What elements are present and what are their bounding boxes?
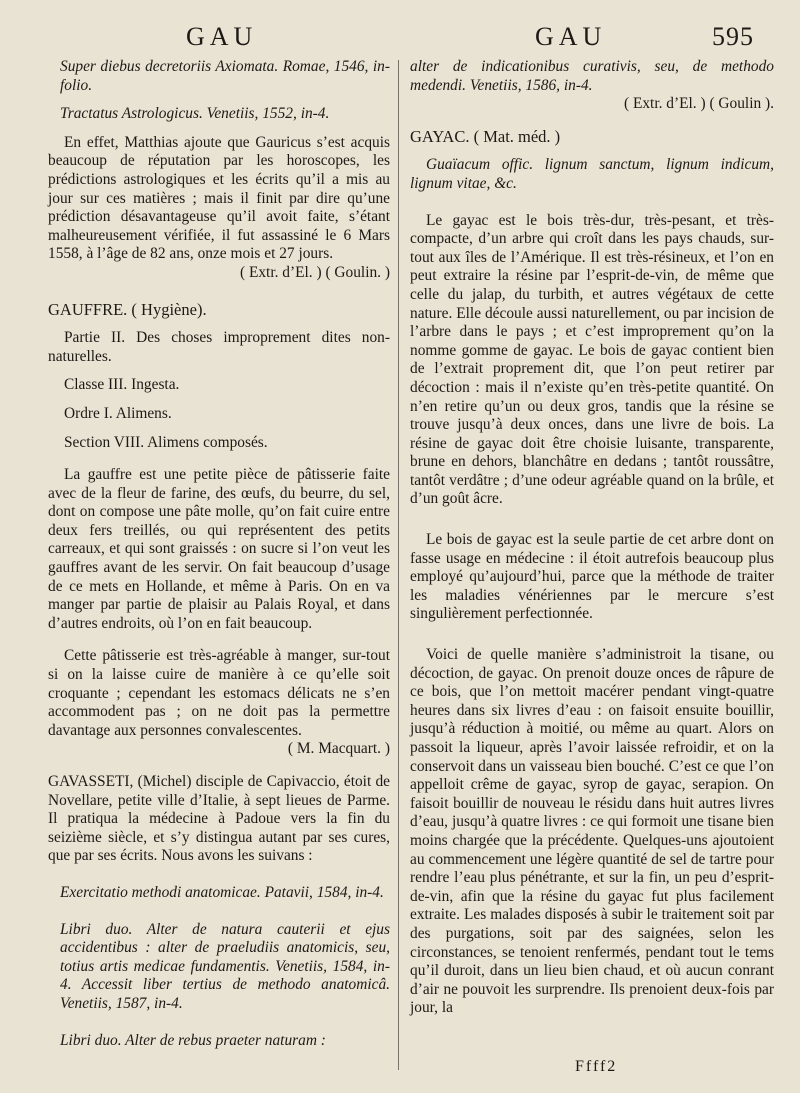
paragraph-gayac-1: Le gayac est le bois très-dur, très-pesant, et très-compacte, d’un arbre qui croît dans les pays chauds, sur-tout aux îles de l’Amérique. Il est très-résineux, et l’on en peut extraire la résine par l’esprit-de-vin, de même que celle du jalap, du turbith, et autres végétaux de cette nature. Elle découle aussi naturellement, ou par incision de l’arbre dans le pays ; et c’est improprement qu’on la nomme gomme de gayac. Le bois de gayac contient bien de l’extrait proprement dit, que l’on peut retirer par décoction : mais il n’existe qu’en très-petite quantité. On n’en retire qu’un ou deux gros, tandis que la résine se trouve jusqu’à deux onces, dans une livre de bois. La résine de gayac doit être choisie luisante, transparente, brune en dehors, blanchâtre en dedans ; tantôt roussâtre, tantôt verdâtre ; d’une odeur agréable quand on la brûle, et d’un goût âcre. [410,211,774,508]
running-head-right: GAU [535,22,607,51]
paragraph-gauffre-1: La gauffre est une petite pièce de pâtisserie faite avec de la fleur de farine, des œufs, du beurre, du sel, dont on compose une pâte molle, qu’on fait cuire entre deux fers treillés, ou qui représentent des petits carreaux, et qui sont graissés : on sucre si l’on veut les gauffres avant de les servir. On fait beaucoup d’usage de ce mets en Hollande, et même à Paris. On en va manger par partie de plaisir au Palais Royal, et dans d’autres endroits, où l’on en fait beaucoup. [48,466,390,632]
source-citation-macquart: ( M. Macquart. ) [287,740,390,758]
bibliography-entry-tractatus: Tractatus Astrologicus. Venetiis, 1552, in-4. [60,105,330,123]
page-number: 595 [712,22,754,51]
paragraph-gayac-3: Voici de quelle manière s’administroit la tisane, ou décoction, de gayac. On prenoit douze onces de râpure de ce bois, que l’on mettoit macérer pendant vingt-quatre heures dans six livres d’eau : on faisoit ensuite bouillir, jusqu’à réduction à moitié, ou même au quart. Alors on passoit la liqueur, après l’avoir laissée refroidir, et on la conservoit dans un vaisseau bien bouché. C’est ce que l’on appelloit crême de gayac, syrop de gayac, serapion. On faisoit bouillir de nouveau le résidu dans huit autres livres d’eau, jusqu’à quatre livres : ce qui formoit une tisane bien moins chargée que la précédente. Quelques-uns ajoutoient au commencement une légère quantité de sel de tartre pour rendre l’eau plus pénétrante, et sur la fin, un peu d’esprit-de-vin, afin que la résine du gayac fut plus facilement extraite. Les malades disposés à subir le traitement soit par des purgations, soit par des saignées, selon les circonstances, se tenoient renfermés, pendant tout le tems qu’il duroit, dans un lieu bien chaud, et où aucun conrant d’air ne pouvoit les surprendre. Ils prenoient deux-fois par jour, la [410,646,774,1017]
running-head-left: GAU [186,22,258,51]
printer-signature: Ffff2 [575,1058,618,1075]
classification-ordre: Ordre I. Alimens. [64,404,172,422]
bibliography-entry-libri-duo-2: Libri duo. Alter de rebus praeter naturam : [60,1031,326,1049]
classification-classe: Classe III. Ingesta. [64,376,180,394]
bibliography-entry-exercitatio: Exercitatio methodi anatomicae. Patavii, 1584, in-4. [60,883,384,901]
paragraph-gauffre-2: Cette pâtisserie est très-agréable à manger, sur-tout si on la laisse cuire de manière à ce qu’elle soit croquante ; cependant les estomacs délicats ne s’en accommodent pas ; on ne doit pas la permettre davantage aux personnes convalescentes. [48,647,390,739]
paragraph-gauricus: En effet, Matthias ajoute que Gauricus s’est acquis beaucoup de réputation par les horoscopes, les prédictions astrologiques et les écrits qu’il a mis au jour sur ces matières ; mais il finit par dire qu’une prédiction désavantageuse qu’il avoit faite, s’étant malheureusement vérifiée, il fut assassiné le 6 Mars 1558, à l’âge de 82 ans, onze mois et 27 jours. [48,133,390,263]
entry-heading-gauffre: GAUFFRE. ( Hygiène). [48,299,207,319]
paragraph-gayac-2: Le bois de gayac est la seule partie de cet arbre dont on fasse usage en médecine : il étoit autrefois beaucoup plus employé qu’aujourd’hui, parce que la méthode de traiter les maladies vénériennes par le mercure s’est singulièrement perfectionnée. [410,531,774,623]
classification-partie: Partie II. Des choses improprement dites non-naturelles. [48,329,390,365]
left-column [48,58,390,1050]
source-citation-gauricus: ( Extr. d’El. ) ( Goulin. ) [239,263,390,281]
entry-gavasseti: GAVASSETI, (Michel) disciple de Capivaccio, étoit de Novellare, petite ville d’Italie, à sept lieues de Parme. Il pratiqua la médecine à Padoue vers la fin du seizième siècle, et s’y distingua autant par ses cures, que par ses écrits. Nous avons les suivans : [48,773,390,865]
bibliography-entry-super-diebus: Super diebus decretoriis Axiomata. Romae, 1546, in-folio. [60,58,390,94]
bibliography-continuation: alter de indicationibus curativis, seu, de methodo medendi. Venetiis, 1586, in-4. [410,58,774,94]
source-citation-continuation: ( Extr. d’El. ) ( Goulin ). [623,95,774,113]
entry-heading-gayac: GAYAC. ( Mat. méd. ) [410,126,561,146]
bibliography-entry-libri-duo-1: Libri duo. Alter de natura cauterii et ejus accidentibus : alter de praeludiis anatomicis, seu, totius artis medicae fundamentis. Venetiis, 1584, in-4. Accessit liber tertius de methodo anatomicâ. Venetiis, 1587, in-4. [60,920,390,1012]
right-column [410,58,774,1018]
gayac-synonyms: Guaïacum offic. lignum sanctum, lignum indicum, lignum vitae, &c. [410,156,774,192]
column-divider [398,60,399,1070]
classification-section: Section VIII. Alimens composés. [64,433,268,451]
